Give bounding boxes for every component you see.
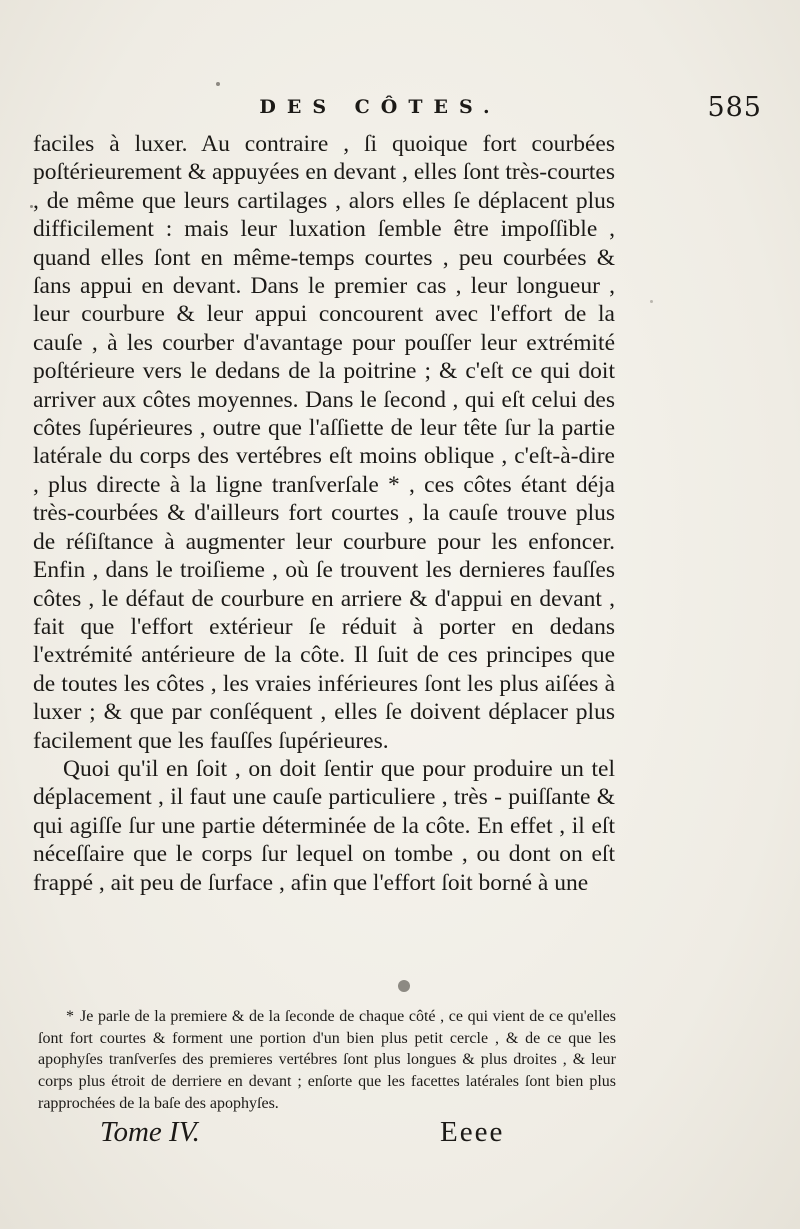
paragraph: Quoi qu'il en ſoit , on doit ſentir que pour produire un tel déplacement , il faut une cauſe particuliere , très - puiſſante & qui agiſſe ſur une partie déterminée de la côte. En effet , il eſt néceſſaire que le corps ſur lequel on tombe , ou dont on eſt frappé , ait peu de ſurface , afin que l'effort ſoit borné à une: [33, 755, 615, 896]
footnote: [38, 1006, 616, 1115]
page-number: 585: [707, 92, 762, 123]
ink-speck: [398, 980, 410, 992]
signature-mark: Eeee: [440, 1116, 505, 1148]
page-footer: [90, 1116, 630, 1156]
volume-label: Tome IV.: [100, 1116, 200, 1148]
ink-speck: [650, 300, 653, 303]
footnote-mark: *: [66, 1008, 74, 1025]
paragraph: faciles à luxer. Au contraire , ſi quoique fort courbées poſtérieurement & appuyées en devant , elles ſont très-courtes , de même que leurs cartilages , alors elles ſe déplacent plus difficilement : mais leur luxation ſemble être impoſſible , quand elles ſont en même-temps courtes , peu courbées & ſans appui en devant. Dans le premier cas , leur longueur , leur courbure & leur appui concourent avec l'effort de la cauſe , à les courber d'avantage pour pouſſer leur extrémité poſtérieure vers le dedans de la poitrine ; & c'eſt ce qui doit arriver aux côtes moyennes. Dans le ſecond , qui eſt celui des côtes ſupérieures , outre que l'aſſiette de leur tête ſur la partie latérale du corps des vertébres eſt moins oblique , c'eſt-à-dire , plus directe à la ligne tranſverſale * , ces côtes étant déja très-courbées & d'ailleurs fort courtes , la cauſe trouve plus de réſiſtance à augmenter leur courbure pour les enfoncer. Enfin , dans le troiſieme , où ſe trouvent les dernieres fauſſes côtes , le défaut de courbure en arriere & d'appui en devant , fait que l'effort extérieur ſe réduit à porter en dedans l'extrémité antérieure de la côte. Il ſuit de ces principes que de toutes les côtes , les vraies inférieures ſont les plus aiſées à luxer ; & que par conſéquent , elles ſe doivent déplacer plus facilement que les fauſſes ſupérieures.: [33, 131, 615, 754]
ink-speck: [30, 205, 33, 208]
body-text: [33, 130, 615, 897]
footnote-text: Je parle de la premiere & de la ſeconde de chaque côté , ce qui vient de ce qu'elles ſont fort courtes & forment une portion d'un bien plus petit cercle , & de ce que les apophyſes tranſverſes des premieres vertébres ſont plus longues & plus droites , & leur corps plus étroit de derriere en devant ; enſorte que les facettes latérales ſont bien plus rapprochées de la baſe des apophyſes.: [38, 1008, 616, 1112]
page-header: [30, 92, 770, 132]
running-title: DES CÔTES.: [259, 96, 501, 118]
ink-speck: [216, 82, 220, 86]
